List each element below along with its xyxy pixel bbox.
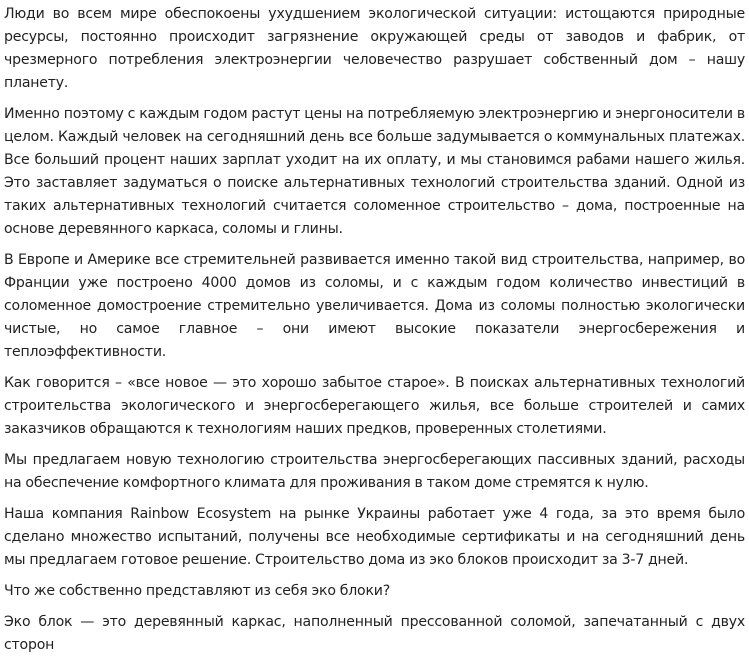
paragraph-old-is-new: Как говорится – «все новое — это хорошо забытое старое». В поисках альтернативных технологий строительства экологического и энергосберегающего жилья, все больше строителей и самих заказчиков обращаются к технологиям наших предков, проверенных столетиями. [4, 375, 745, 437]
paragraph-question: Что же собственно представляют из себя эко блоки? [4, 583, 391, 599]
paragraph-ecology: Люди во всем мире обеспокоены ухудшением экологической ситуации: истощаются природные ресурсы, постоянно происходит загрязнение окружающей среды от заводов и фабрик, от чрезмерного потребления электроэнергии человечество разрушает собственный дом – нашу планету. [4, 6, 745, 91]
paragraph-europe-america: В Европе и Америке все стремительней развивается именно такой вид строительства, например, во Франции уже построено 4000 домов из соломы, и с каждым годом количество инвестиций в соломенное домостроение стремительно увеличивается. Дома из соломы полностью экологически чистые, но самое главное – они имеют высокие показатели энергосбережения и теплоэффективности. [4, 252, 745, 360]
paragraph-company: Наша компания Rainbow Ecosystem на рынке Украины работает уже 4 года, за это время было сделано множество испытаний, получены все необходимые сертификаты и на сегодняшний день мы предлагаем готовое решение. Строительство дома из эко блоков происходит за 3-7 дней. [4, 506, 745, 568]
paragraph-passive-buildings: Мы предлагаем новую технологию строительства энергосберегающих пассивных зданий, расходы на обеспечение комфортного климата для проживания в таком доме стремятся к нулю. [4, 452, 745, 491]
paragraph-energy-costs: Именно поэтому с каждым годом растут цены на потребляемую электроэнергию и энергоносители в целом. Каждый человек на сегодняшний день все больше задумывается о коммунальных платежах. Все больший процент наших зарплат уходит на их оплату, и мы становимся рабами нашего жилья. Это заставляет задуматься о поиске альтернативных технологий строительства зданий. Одной из таких альтернативных технологий считается соломенное строительство – дома, построенные на основе деревянного каркаса, соломы и глины. [4, 106, 745, 237]
paragraph-eco-block: Эко блок — это деревянный каркас, наполненный прессованной соломой, запечатанный с двух сторон [4, 614, 745, 653]
